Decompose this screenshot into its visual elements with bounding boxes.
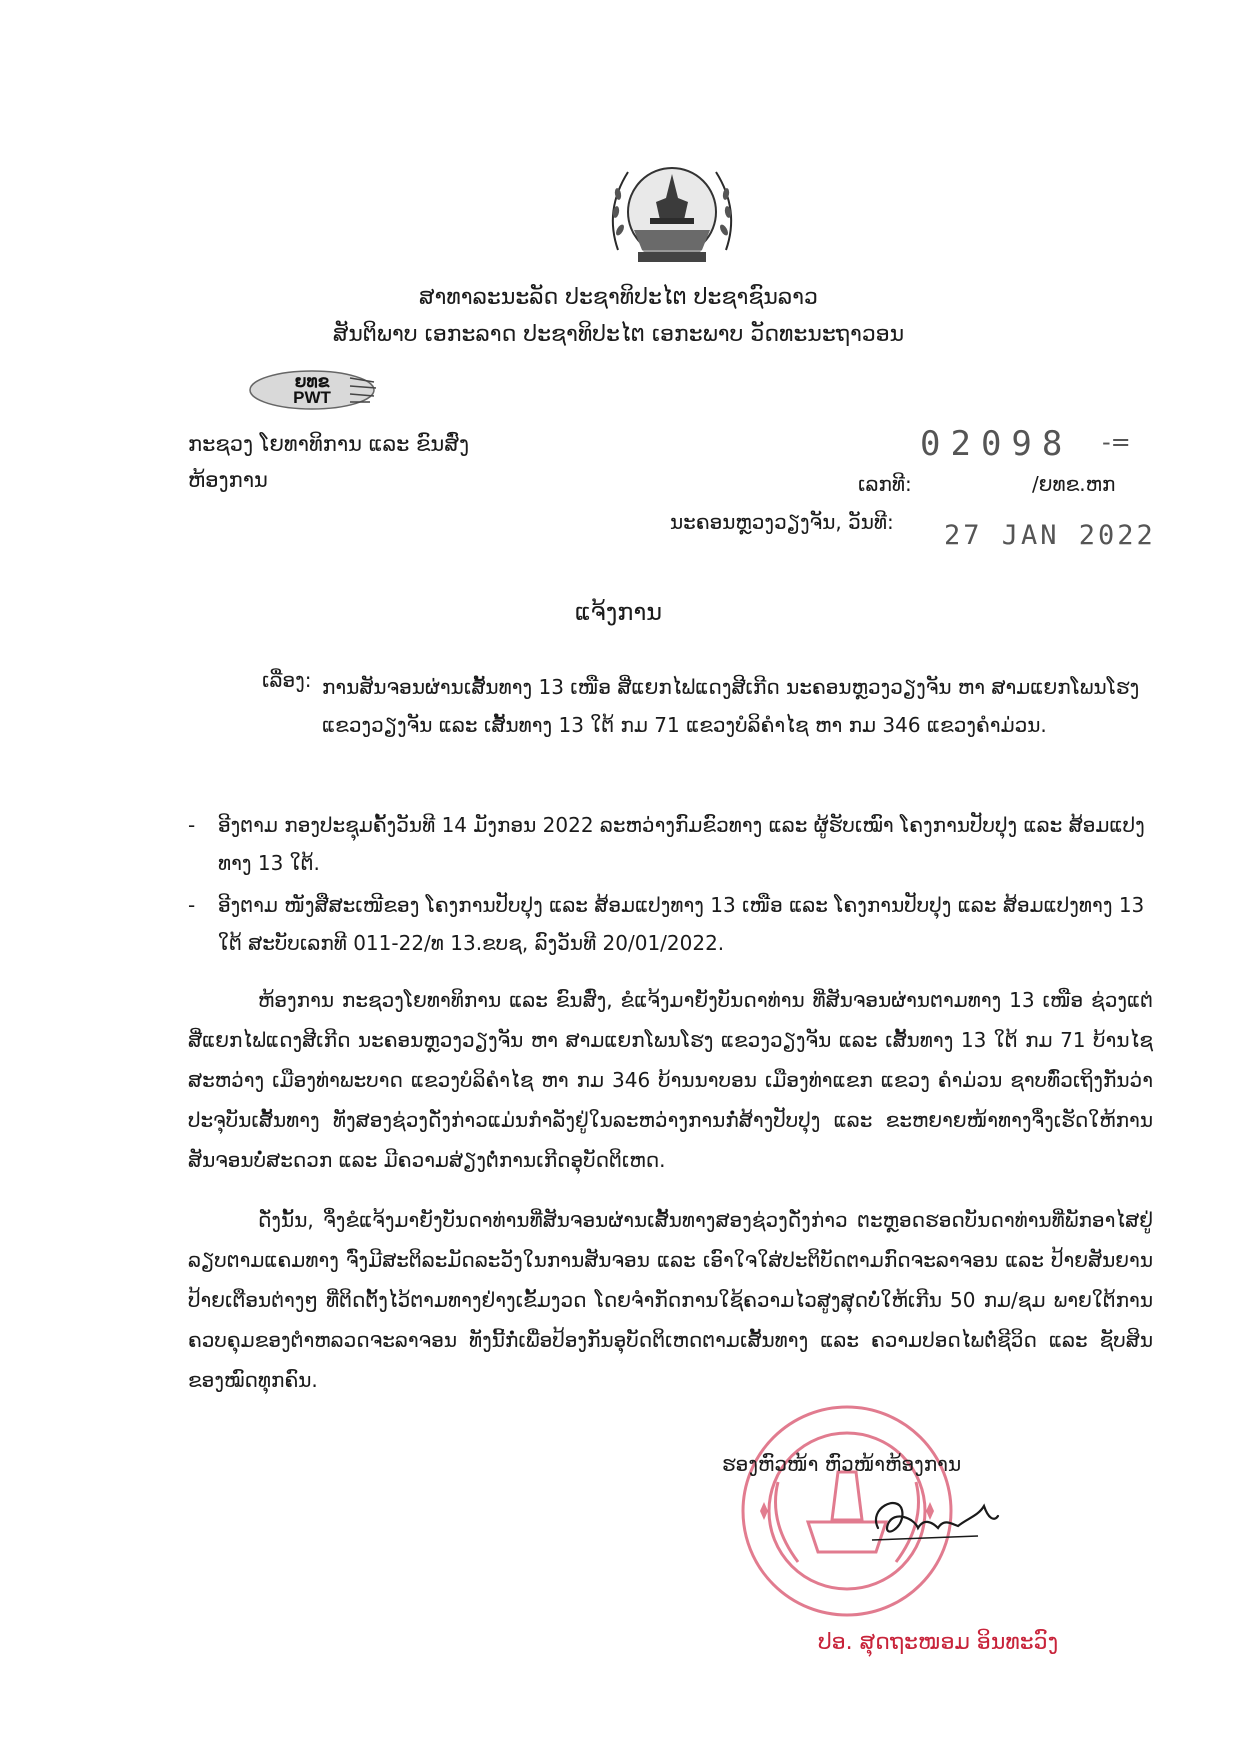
lao-national-emblem-icon <box>598 150 746 270</box>
document-number-stamp: 02098 <box>920 424 1073 464</box>
reference-dash: - <box>188 893 196 917</box>
document-number-suffix: -= <box>1102 428 1131 456</box>
reference-text: ອີງຕາມ ໜັງສືສະເໜີຂອງ ໂຄງການປັບປຸງ ແລະ ສ້ອມແປງທາງ 13 ເໜືອ ແລະ ໂຄງການປັບປຸງ ແລະ ສ້ອມແປງທາງ 13 ໃຕ້ ສະບັບເລກທີ 011-22/ທ 13.ຂບຊ, ລົງວັນທີ 20/01/2022. <box>218 893 1145 955</box>
reference-text: ອີງຕາມ ກອງປະຊຸມຄັ້ງວັນທີ 14 ມັງກອນ 2022 ລະຫວ່າງກົມຂົວທາງ ແລະ ຜູ້ຮັບເໝົາ ໂຄງການປັບປຸງ ແລະ ສ້ອມແປງທາງ 13 ໃຕ້. <box>218 813 1145 875</box>
reference-item <box>188 806 1153 882</box>
signatory-name: ປອ. ສຸດຖະໜອມ ອິນທະວົງ <box>818 1630 1059 1655</box>
number-suffix: /ຍທຂ.ຫກ <box>1032 472 1116 496</box>
reference-dash: - <box>188 813 196 837</box>
subject-label: ເລື່ອງ: <box>262 668 312 692</box>
date-label: ນະຄອນຫຼວງວຽງຈັນ, ວັນທີ: <box>670 510 894 534</box>
body-paragraph: ຫ້ອງການ ກະຊວງໂຍທາທິການ ແລະ ຂົນສົ່ງ, ຂໍແຈ້ງມາຍັງບັນດາທ່ານ ທີ່ສັນຈອນຜ່ານຕາມທາງ 13 ເໜືອ ຊ່ວງແຕ່ສີ່ແຍກໄຟແດງສີເກີດ ນະຄອນຫຼວງວຽງຈັນ ຫາ ສາມແຍກໂພນໂຮງ ແຂວງວຽງຈັນ ແລະ ເສັ້ນທາງ 13 ໃຕ້ ກມ 71 ບ້ານໄຊສະຫວ່າງ ເມືອງທ່າພະບາດ ແຂວງບໍລິຄໍາໄຊ ຫາ ກມ 346 ບ້ານນາບອນ ເມືອງທ່າແຂກ ແຂວງ ຄໍາມ່ວນ ຊາບທົ່ວເຖິງກັນວ່າ ປະຈຸບັນເສັ້ນທາງ ທັງສອງຊ່ວງດັ່ງກ່າວແມ່ນກໍາລັງຢູ່ໃນລະຫວ່າງການກໍ່ສ້າງປັບປຸງ ແລະ ຂະຫຍາຍໜ້າທາງຈຶ່ງເຮັດໃຫ້ການສັນຈອນບໍ່ສະດວກ ແລະ ມີຄວາມສ່ຽງຕໍ່ການເກີດອຸບັດຕິເຫດ. <box>188 988 1153 1172</box>
logo-pwt-text: PWT <box>293 388 331 407</box>
ministry-name: ກະຊວງ ໂຍທາທິການ ແລະ ຂົນສົ່ງ <box>188 432 470 456</box>
country-name: ສາທາລະນະລັດ ປະຊາທິປະໄຕ ປະຊາຊົນລາວ <box>419 285 818 310</box>
ministry-logo <box>246 368 378 412</box>
logo-lao-text: ຍທຂ <box>294 372 330 391</box>
department-name: ຫ້ອງການ <box>188 468 268 492</box>
signatory-title: ຮອງຫົວໜ້າ ຫົວໜ້າຫ້ອງການ <box>722 1452 962 1476</box>
body-paragraph: ດັ່ງນັ້ນ, ຈຶ່ງຂໍແຈ້ງມາຍັງບັນດາທ່ານທີ່ສັນຈອນຜ່ານເສັ້ນທາງສອງຊ່ວງດັ່ງກ່າວ ຕະຫຼອດຮອດບັນດາທ່ານທີ່ພັກອາໄສຢູ່ລຽບຕາມແຄມທາງ ຈົ່ງມີສະຕິລະມັດລະວັງໃນການສັນຈອນ ແລະ ເອົາໃຈໃສ່ປະຕິບັດຕາມກົດຈະລາຈອນ ແລະ ປ້າຍສັນຍານ ປ້າຍເຕືອນຕ່າງໆ ທີ່ຕິດຕັ້ງໄວ້ຕາມທາງຢ່າງເຂັ້ມງວດ ໂດຍຈໍາກັດການໃຊ້ຄວາມໄວສູງສຸດບໍ່ໃຫ້ເກີນ 50 ກມ/ຊມ ພາຍໃຕ້ການຄວບຄຸມຂອງຕໍາຫລວດຈະລາຈອນ ທັງນີ້ກໍ່ເພື່ອປ້ອງກັນອຸບັດຕິເຫດຕາມເສັ້ນທາງ ແລະ ຄວາມປອດໄພຕໍ່ຊີວິດ ແລະ ຊັບສິນຂອງໝົດທຸກຄົນ. <box>188 1208 1153 1392</box>
number-label: ເລກທີ: <box>858 472 912 496</box>
document-title: ແຈ້ງການ <box>574 598 663 626</box>
date-stamp: 27 JAN 2022 <box>944 520 1156 551</box>
handwritten-signature-icon <box>858 1488 1006 1552</box>
national-motto: ສັນຕິພາບ ເອກະລາດ ປະຊາທິປະໄຕ ເອກະພາບ ວັດທະນະຖາວອນ <box>332 322 905 347</box>
reference-item <box>188 886 1153 962</box>
subject-text: ການສັນຈອນຜ່ານເສັ້ນທາງ 13 ເໜືອ ສີ່ແຍກໄຟແດງສີເກີດ ນະຄອນຫຼວງວຽງຈັນ ຫາ ສາມແຍກໂພນໂຮງ ແຂວງວຽງຈັນ ແລະ ເສັ້ນທາງ 13 ໃຕ້ ກມ 71 ແຂວງບໍລິຄໍາໄຊ ຫາ ກມ 346 ແຂວງຄໍາມ່ວນ. <box>322 675 1140 737</box>
